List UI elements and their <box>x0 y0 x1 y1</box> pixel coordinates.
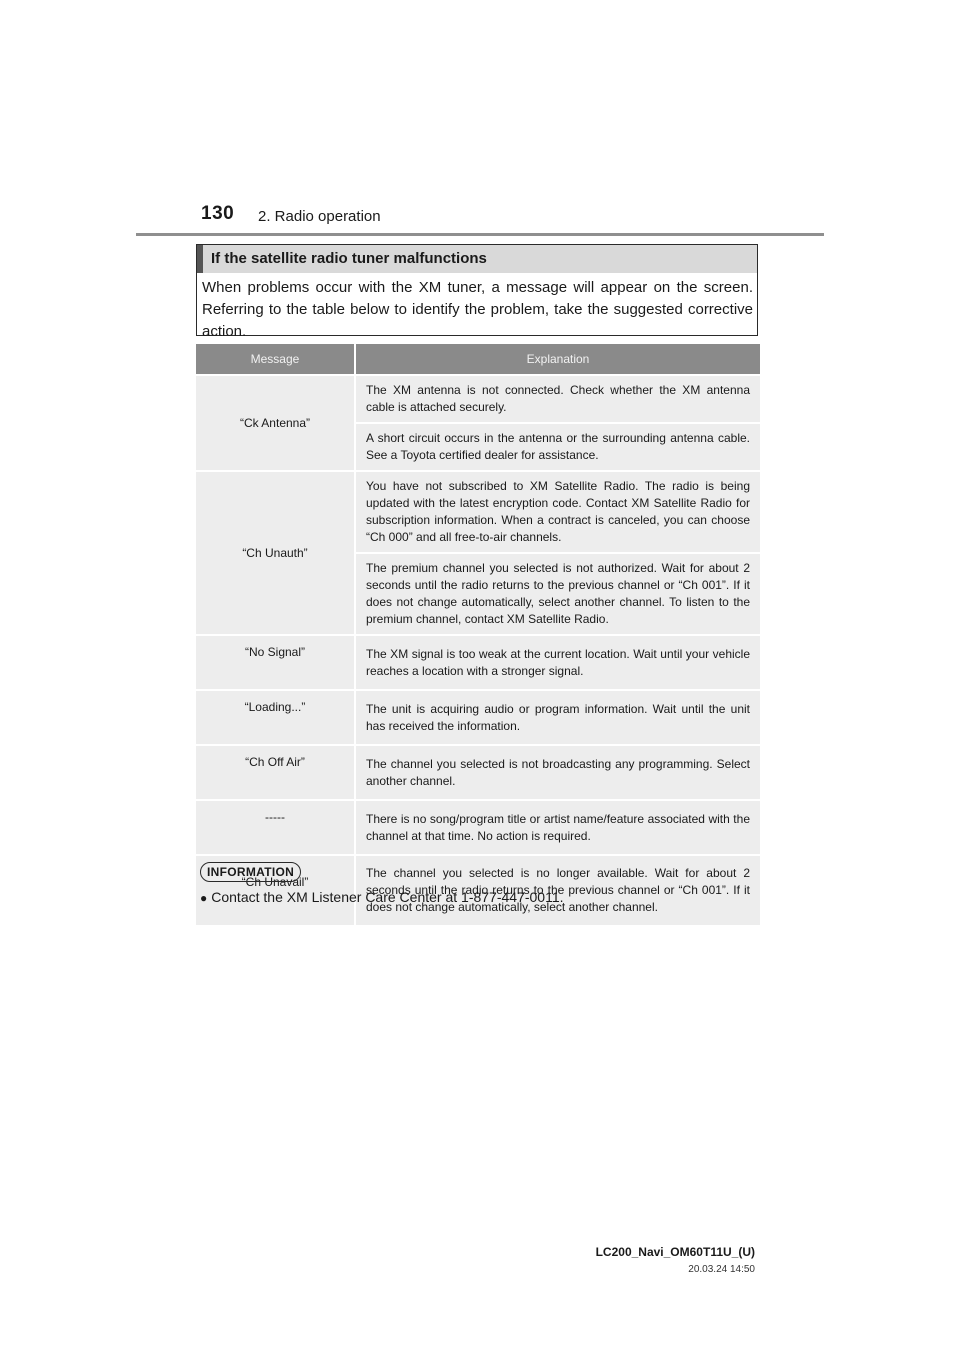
message-cell: “Ck Antenna” <box>196 375 355 471</box>
header-explanation: Explanation <box>355 344 760 375</box>
message-cell: “Ch Unavail” <box>196 855 355 925</box>
message-cell: “Loading...” <box>196 690 355 745</box>
message-cell: “Ch Off Air” <box>196 745 355 800</box>
table-row <box>196 690 760 745</box>
table-row <box>196 800 760 855</box>
table-row <box>196 745 760 800</box>
information-badge: INFORMATION <box>200 862 301 882</box>
table-row <box>196 375 760 423</box>
header-divider <box>136 233 824 236</box>
explanation-cell: The XM antenna is not connected. Check whether the XM antenna cable is attached securely. <box>355 375 760 423</box>
explanation-cell: The channel you selected is not broadcasting any programming. Select another channel. <box>355 745 760 800</box>
explanation-cell: There is no song/program title or artist name/feature associated with the channel at that time. No action is required. <box>355 800 760 855</box>
message-cell: “Ch Unauth” <box>196 471 355 635</box>
box-body: When problems occur with the XM tuner, a message will appear on the screen. Referring to the table below to identify the problem, take the suggested corrective action. <box>202 279 753 340</box>
bullet-icon: ● <box>200 891 208 905</box>
information-text: Contact the XM Listener Care Center at 1-877-447-0011. <box>211 889 564 905</box>
message-table <box>196 344 760 925</box>
table-header-row <box>196 344 760 375</box>
table-row <box>196 471 760 553</box>
information-item <box>200 889 564 905</box>
message-cell: “No Signal” <box>196 635 355 690</box>
malfunction-box <box>196 244 758 340</box>
header-message: Message <box>196 344 355 375</box>
explanation-cell: You have not subscribed to XM Satellite Radio. The radio is being updated with the latest encryption code. Contact XM Satellite Radio for subscription information. When a contract is canceled, you can choose “Ch 000” and all free-to-air channels. <box>355 471 760 553</box>
timestamp: 20.03.24 14:50 <box>688 1264 755 1275</box>
explanation-cell: The unit is acquiring audio or program information. Wait until the unit has received the information. <box>355 690 760 745</box>
explanation-cell: The channel you selected is no longer available. Wait for about 2 seconds until the radio returns to the previous channel or “Ch 001”. If it does not change automatically, select another channel. <box>355 855 760 925</box>
section-title: 2. Radio operation <box>258 208 381 225</box>
box-title: If the satellite radio tuner malfunctions <box>197 245 757 273</box>
table-row <box>196 635 760 690</box>
page-number: 130 <box>201 203 235 224</box>
document-id: LC200_Navi_OM60T11U_(U) <box>595 1245 755 1259</box>
explanation-cell: A short circuit occurs in the antenna or the surrounding antenna cable. See a Toyota certified dealer for assistance. <box>355 423 760 471</box>
explanation-cell: The premium channel you selected is not authorized. Wait for about 2 seconds until the radio returns to the previous channel or “Ch 001”. If it does not change automatically, select another channel. To listen to the premium channel, contact XM Satellite Radio. <box>355 553 760 635</box>
explanation-cell: The XM signal is too weak at the current location. Wait until your vehicle reaches a location with a stronger signal. <box>355 635 760 690</box>
message-cell: ----- <box>196 800 355 855</box>
